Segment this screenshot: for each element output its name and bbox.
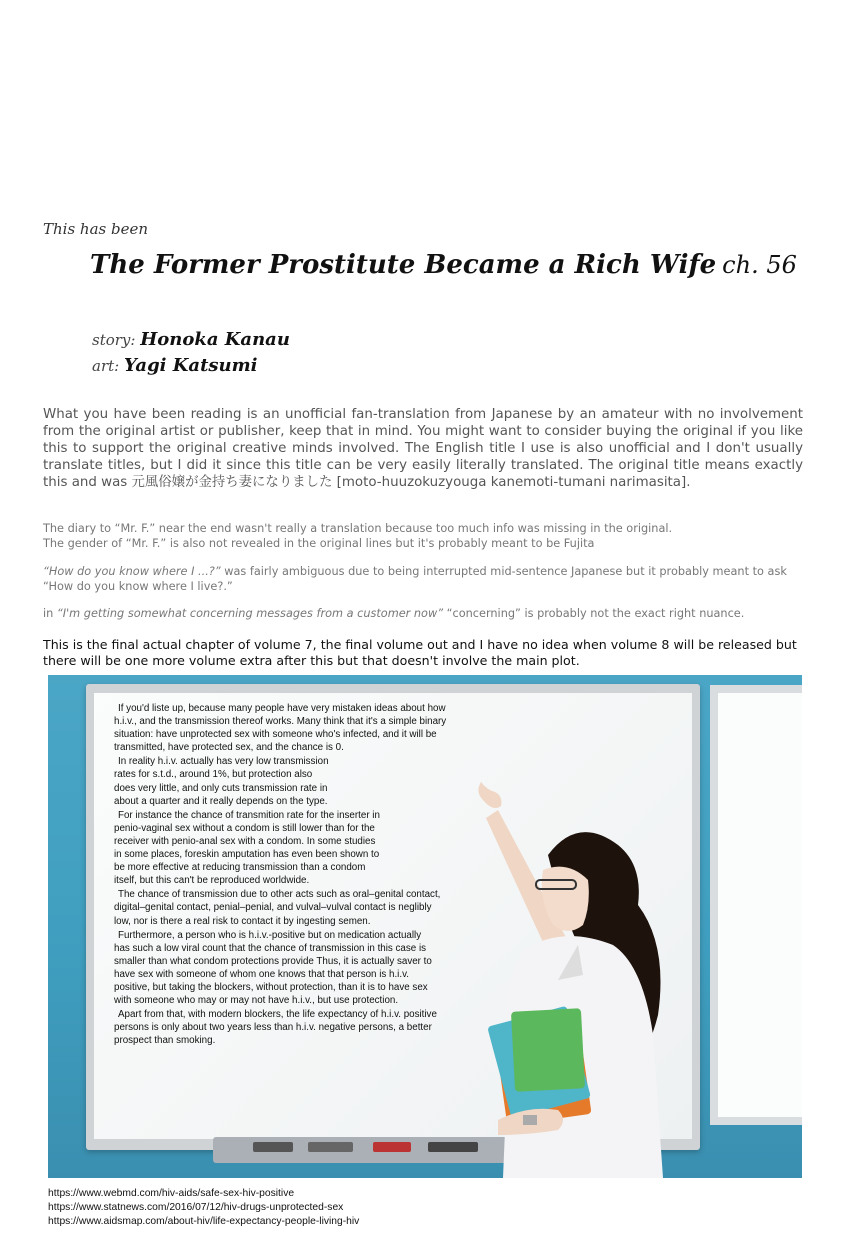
side-whiteboard xyxy=(710,685,802,1125)
chapter-number: ch. 56 xyxy=(722,251,797,279)
title-text: The Former Prostitute Became a Rich Wife xyxy=(90,250,717,280)
art-label: art: xyxy=(92,357,120,375)
ambiguity-note xyxy=(43,565,803,594)
credits xyxy=(92,327,290,379)
board-paragraph-4: The chance of transmission due to other acts such as oral–genital contact, digital–genital contact, penial–penial, and vulval–vulval contact is neglibly low, nor is there a real risk to contact it by ingesting semen. xyxy=(114,889,441,927)
source-link[interactable]: https://www.webmd.com/hiv-aids/safe-sex-hiv-positive xyxy=(48,1188,295,1199)
board-paragraph-6: Apart from that, with modern blockers, the life expectancy of h.i.v. positive persons is only about two years less than h.i.v. negative persons, a better prospect than smoking. xyxy=(114,1009,437,1047)
nuance-note xyxy=(43,607,803,622)
diary-note xyxy=(43,522,803,551)
source-link[interactable]: https://www.aidsmap.com/about-hiv/life-expectancy-people-living-hiv xyxy=(48,1215,360,1227)
translation-disclaimer: What you have been reading is an unofficial fan-translation from Japanese by an amateur with no involvement from the original artist or publisher, keep that in mind. You might want to consider buying the original if you like this to support the original creative minds involved. The English title I use is also unofficial and I don't usually translate titles, but I did it since this title can be very easily literally translated. The original title means exactly this and was 元風俗嬢が金持ち妻になりました [moto-huuzokuzyouga kanemoti-tumani narimasita]. xyxy=(43,407,803,490)
whiteboard-text xyxy=(114,702,449,1048)
note-rest-3: “concerning” is probably not the exact right nuance. xyxy=(443,607,745,620)
teacher-figure xyxy=(428,770,708,1178)
intro-text: This has been xyxy=(43,220,149,238)
source-link[interactable]: https://www.statnews.com/2016/07/12/hiv-drugs-unprotected-sex xyxy=(48,1201,344,1213)
final-chapter-note: This is the final actual chapter of volume 7, the final volume out and I have no idea when volume 8 will be released but there will be one more volume extra after this but that doesn't involve the main plot. xyxy=(43,637,797,668)
note-quote-2: “How do you know where I ...?” xyxy=(43,565,221,578)
note-line-2: The gender of “Mr. F.” is also not revealed in the original lines but it's probably meant to be Fujita xyxy=(43,536,595,550)
art-author: Yagi Katsumi xyxy=(123,355,258,376)
board-paragraph-3: For instance the chance of transmition rate for the inserter in penio-vaginal sex without a condom is still lower than for the receiver with penio-anal sex with a condom. In some studies in some places, foreskin amputation has even been shown to be more effective at reducing transmission than a condom itself, but this can't be reproduced worldwide. xyxy=(114,809,380,887)
story-author: Honoka Kanau xyxy=(140,329,290,350)
source-links xyxy=(48,1187,359,1228)
story-label: story: xyxy=(92,331,136,349)
board-paragraph-2: In reality h.i.v. actually has very low transmission rates for s.t.d., around 1%, but protection also does very little, and only cuts transmission rate in about a quarter and it really depends on the type. xyxy=(114,756,329,807)
board-paragraph-1: If you'd liste up, because many people have very mistaken ideas about how h.i.v., and the transmission thereof works. Many think that it's a simple binary situation: have unprotected sex with someone who's infected, and it will be transmitted, have protected sex, and the chance is 0. xyxy=(114,703,447,754)
classroom-illustration xyxy=(48,675,802,1178)
note-rest-2: was fairly ambiguous due to being interrupted mid-sentence Japanese but it probably meant to ask “How do you know where I live?.” xyxy=(43,565,787,593)
note-prefix-3: in xyxy=(43,607,57,620)
board-paragraph-5: Furthermore, a person who is h.i.v.-positive but on medication actually has such a low viral count that the chance of transmission in this case is smaller than what condom protections provide Thus, it is actually saver to have sex with someone of whom one knows that that person is h.i.v. positive, but taking the blockers, without protection, than it is to have sex with someone who may or may not have h.i.v., but use protection. xyxy=(114,929,432,1007)
note-quote-3: “I'm getting somewhat concerning messages from a customer now” xyxy=(56,607,444,620)
note-line-1: The diary to “Mr. F.” near the end wasn't really a translation because too much info was missing in the original. xyxy=(43,522,673,535)
series-title xyxy=(90,250,797,280)
